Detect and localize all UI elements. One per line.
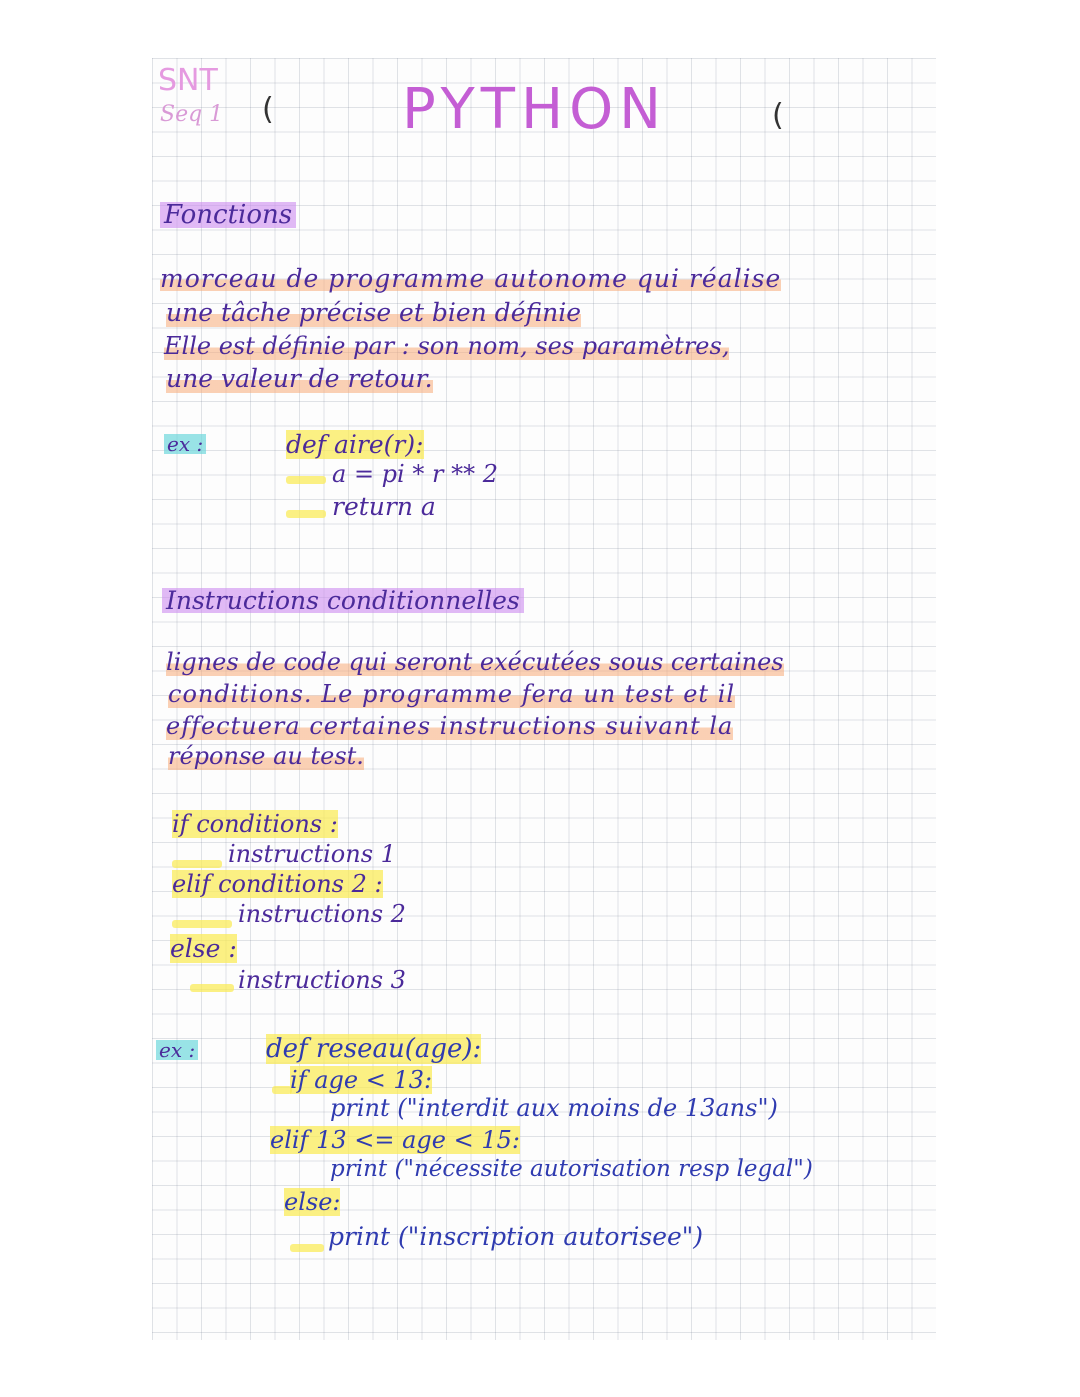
conditionnelles-line-1: lignes de code qui seront exécutées sous certaines <box>166 648 784 676</box>
indent-mark <box>286 510 326 518</box>
fonctions-line-2: une tâche précise et bien définie <box>166 298 582 327</box>
code-reseau-line-5: print ("nécessite autorisation resp legal") <box>330 1156 813 1182</box>
syntax-line-5: else : <box>170 934 237 963</box>
code-reseau-line-1: def reseau(age): <box>266 1034 482 1064</box>
fonctions-line-4: une valeur de retour. <box>166 364 433 393</box>
example-label-2: ex : <box>156 1040 198 1060</box>
code-aire-line-2: a = pi * r ** 2 <box>332 460 498 488</box>
indent-mark <box>272 1086 292 1094</box>
binder-ring-right: ( <box>772 98 784 133</box>
code-reseau-line-6: else: <box>284 1188 341 1216</box>
code-reseau-line-2: if age < 13: <box>290 1066 433 1094</box>
section-heading-conditionnelles: Instructions conditionnelles <box>162 588 524 613</box>
conditionnelles-line-3: effectuera certaines instructions suivant la <box>166 712 734 740</box>
indent-mark <box>190 984 234 992</box>
sequence-label: Seq 1 <box>160 102 224 127</box>
indent-mark <box>290 1244 324 1252</box>
syntax-line-3: elif conditions 2 : <box>172 870 383 898</box>
indent-mark <box>172 920 232 928</box>
syntax-line-4: instructions 2 <box>238 900 406 928</box>
example-label-1: ex : <box>164 434 206 454</box>
code-aire-line-1: def aire(r): <box>286 430 424 459</box>
code-reseau-line-3: print ("interdit aux moins de 13ans") <box>330 1094 778 1122</box>
conditionnelles-line-4: réponse au test. <box>168 742 364 770</box>
conditionnelles-line-2: conditions. Le programme fera un test et il <box>168 680 736 708</box>
code-reseau-line-7: print ("inscription autorisee") <box>328 1222 704 1251</box>
syntax-line-1: if conditions : <box>172 810 338 838</box>
section-heading-fonctions: Fonctions <box>160 202 296 228</box>
syntax-line-2: instructions 1 <box>228 840 396 868</box>
indent-mark <box>286 476 326 484</box>
code-aire-line-3: return a <box>332 492 436 521</box>
syntax-line-6: instructions 3 <box>238 966 406 994</box>
fonctions-line-3: Elle est définie par : son nom, ses paramètres, <box>164 332 730 360</box>
page-title: PYTHON <box>402 77 668 142</box>
indent-mark <box>172 860 222 868</box>
code-reseau-line-4: elif 13 <= age < 15: <box>270 1126 520 1154</box>
fonctions-line-1: morceau de programme autonome qui réalise <box>160 264 782 293</box>
subject-label: SNT <box>158 63 218 98</box>
binder-ring-left: ( <box>262 92 274 127</box>
